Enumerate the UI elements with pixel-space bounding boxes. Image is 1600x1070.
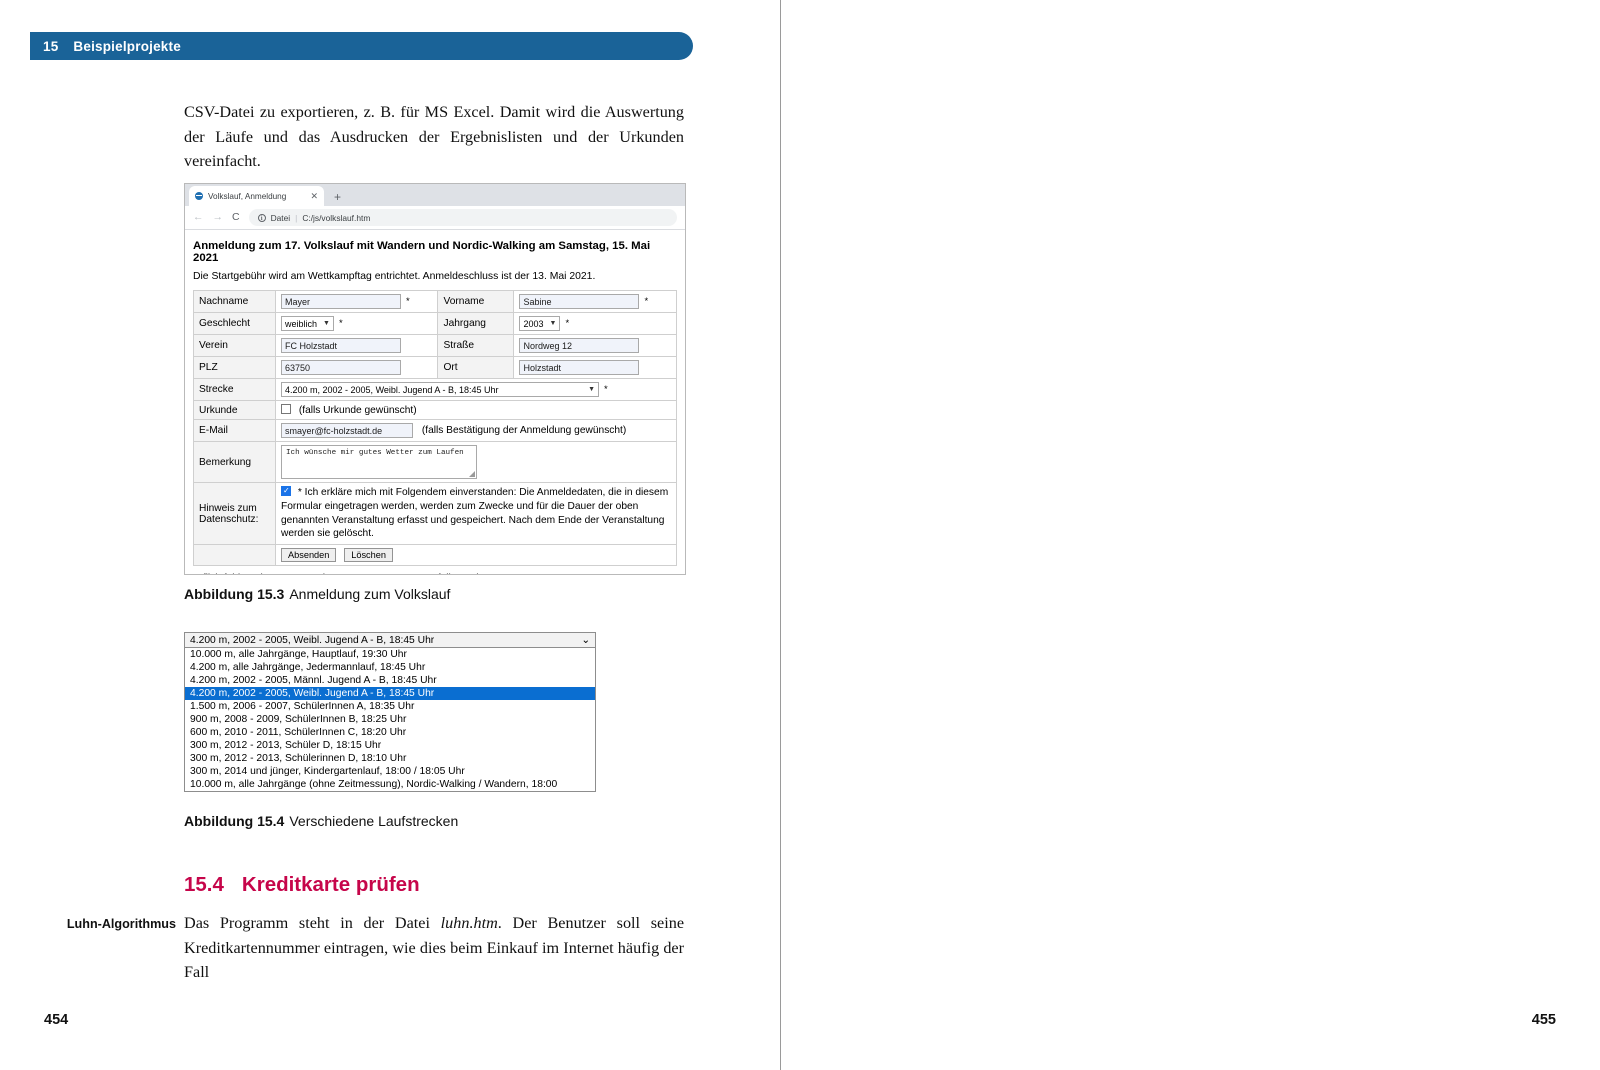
vorname-input[interactable]: Sabine [519,294,639,309]
address-bar[interactable] [249,209,677,226]
field-label-email: E-Mail [194,420,276,442]
field-label-bemerkung: Bemerkung [194,442,276,483]
field-cell-plz [276,357,438,379]
strecke-dropdown-open[interactable] [184,632,596,792]
browser-omnibar [185,206,685,230]
field-label-ort: Ort [438,357,514,379]
reload-icon[interactable]: C [232,211,240,224]
jahrgang-value: 2003 [523,318,544,329]
jahrgang-select[interactable] [519,316,560,331]
field-cell-bemerkung [276,442,677,483]
section-15-4-heading [184,873,420,897]
field-cell-geschlecht [276,313,438,335]
list-item[interactable]: 1.500 m, 2006 - 2007, SchülerInnen A, 18:35 Uhr [185,700,595,713]
list-item[interactable]: 300 m, 2014 und jünger, Kindergartenlauf, 18:00 / 18:05 Uhr [185,765,595,778]
chevron-down-icon: ▼ [588,386,595,393]
registration-form-page [185,230,685,575]
dropdown-selected-row[interactable] [185,633,595,648]
field-cell-strasse [514,335,677,357]
chevron-down-icon: ▼ [549,320,557,327]
email-note: (falls Bestätigung der Anmeldung gewünscht) [421,425,627,437]
margin-note-text: Luhn-Algorithmus [66,917,176,931]
ort-input[interactable]: Holzstadt [519,360,639,375]
list-item[interactable]: 600 m, 2010 - 2011, SchülerInnen C, 18:20 Uhr [185,726,595,739]
field-label-verein: Verein [194,335,276,357]
required-marker: * [565,318,570,330]
browser-tab-title: Volkslauf, Anmeldung [208,191,287,201]
margin-note-luhn-algorithmus [56,916,176,934]
page-number-right: 455 [1531,1012,1556,1028]
required-marker: * [406,296,410,308]
list-item-selected[interactable]: 4.200 m, 2002 - 2005, Weibl. Jugend A - B, 18:45 Uhr [185,687,595,700]
back-arrow-icon[interactable]: ← [193,211,204,224]
table-row [194,379,677,401]
table-row [194,545,677,566]
running-head-chapter-title: Beispielprojekte [73,38,181,54]
urkunde-checkbox[interactable] [281,404,291,414]
field-cell-jahrgang [514,313,677,335]
list-item[interactable]: 4.200 m, 2002 - 2005, Männl. Jugend A - B, 18:45 Uhr [185,674,595,687]
section-15-4-body [184,911,684,985]
field-cell-verein [276,335,438,357]
strecke-select[interactable] [281,382,599,397]
field-label-vorname: Vorname [438,291,514,313]
field-label-datenschutz: Hinweis zum Datenschutz: [194,483,276,545]
datenschutz-text: * Ich erkläre mich mit Folgendem einverstanden: Die Anmeldedaten, die in diesem Formular eingetragen werden, werden zum Zwecke und für die Dauer der oben genannten Veranstaltung erfasst und gespeichert. Nach dem Ende der Veranstaltung werden sie gelöscht. [281,487,669,540]
field-cell-strecke [276,379,677,401]
field-label-geschlecht: Geschlecht [194,313,276,335]
field-label-empty [194,545,276,566]
list-item[interactable]: 4.200 m, alle Jahrgänge, Jedermannlauf, 18:45 Uhr [185,661,595,674]
plz-input[interactable]: 63750 [281,360,401,375]
field-label-plz: PLZ [194,357,276,379]
figure-15-3-browser-window [184,183,686,575]
section-15-4-title: Kreditkarte prüfen [241,873,420,896]
para-pre-italic: Das Programm steht in der Datei [184,914,441,932]
left-intro-paragraph-block [184,100,684,187]
list-item[interactable]: 300 m, 2012 - 2013, Schüler D, 18:15 Uhr [185,739,595,752]
close-icon[interactable]: ✕ [310,190,318,201]
table-row [194,483,677,545]
form-heading: Anmeldung zum 17. Volkslauf mit Wandern und Nordic-Walking am Samstag, 15. Mai 2021 [193,240,651,264]
field-cell-ort [514,357,677,379]
field-cell-urkunde [276,401,677,420]
form-footnote [193,566,677,575]
running-head-chapter-number: 15 [43,38,59,54]
field-cell-vorname [514,291,677,313]
field-label-jahrgang: Jahrgang [438,313,514,335]
chevron-down-icon: ⌄ [581,635,590,646]
figure-15-3-caption [184,586,450,602]
figure-15-3-caption-label: Abbildung 15.3 [184,586,285,602]
urkunde-note: (falls Urkunde gewünscht) [298,405,417,416]
table-row [194,442,677,483]
right-page [780,0,1600,1070]
bemerkung-textarea[interactable]: Ich wünsche mir gutes Wetter zum Laufen [281,445,477,479]
section-15-4-paragraph [184,911,684,985]
chevron-down-icon: ▼ [323,320,330,327]
datenschutz-checkbox[interactable] [281,486,291,496]
required-marker: * [338,318,343,330]
figure-15-4-listbox [184,632,596,792]
field-label-strecke: Strecke [194,379,276,401]
form-buttons-cell [276,545,677,566]
required-marker: * [604,384,608,396]
left-paragraph-1: CSV-Datei zu exportieren, z. B. für MS Excel. Damit wird die Auswertung der Läufe und das Ausdrucken der Ergebnislisten und der Urkunden vereinfacht. [184,103,684,171]
field-label-nachname: Nachname [194,291,276,313]
table-row [194,420,677,442]
page-number-left: 454 [44,1012,69,1028]
list-item[interactable]: 900 m, 2008 - 2009, SchülerInnen B, 18:25 Uhr [185,713,595,726]
email-input[interactable]: smayer@fc-holzstadt.de [281,423,413,438]
form-subheading: Die Startgebühr wird am Wettkampftag entrichtet. Anmeldeschluss ist der 13. Mai 2021. [193,271,596,282]
figure-15-3-caption-text: Anmeldung zum Volkslauf [289,586,451,602]
info-icon: i [258,214,266,222]
figure-15-4-caption [184,813,458,829]
table-row [194,335,677,357]
reset-button[interactable]: Löschen [344,548,393,562]
para-italic-filename: luhn.htm [440,914,498,932]
list-item[interactable]: 10.000 m, alle Jahrgänge (ohne Zeitmessung), Nordic-Walking / Wandern, 18:00 [185,778,595,791]
dropdown-selected-value: 4.200 m, 2002 - 2005, Weibl. Jugend A - B, 18:45 Uhr [190,634,435,646]
section-15-4-number: 15.4 [184,873,224,896]
running-head-left [30,32,693,60]
table-row [194,357,677,379]
geschlecht-select[interactable] [281,316,334,331]
table-row [194,313,677,335]
globe-icon [195,192,203,200]
field-label-strasse: Straße [438,335,514,357]
form-footnote-line-1 [196,572,674,575]
field-cell-email [276,420,677,442]
list-item[interactable]: 10.000 m, alle Jahrgänge, Hauptlauf, 19:30 Uhr [185,648,595,661]
field-cell-nachname [276,291,438,313]
url-separator: | [295,212,298,223]
submit-button[interactable]: Absenden [281,548,336,562]
nachname-input[interactable]: Mayer [281,294,401,309]
registration-form-table [193,290,677,566]
list-item[interactable]: 300 m, 2012 - 2013, Schülerinnen D, 18:10 Uhr [185,752,595,765]
forward-arrow-icon[interactable]: → [212,211,223,224]
required-marker: * [644,296,649,308]
strecke-value: 4.200 m, 2002 - 2005, Weibl. Jugend A - B, 18:45 Uhr [285,384,499,395]
dropdown-options-list [185,648,595,791]
strasse-input[interactable]: Nordweg 12 [519,338,639,353]
geschlecht-value: weiblich [285,318,318,329]
table-row [194,401,677,420]
left-page [0,0,780,1070]
url-text: C:/js/volkslauf.htm [302,212,371,223]
url-scheme-label: Datei [270,212,291,223]
field-cell-datenschutz [276,483,677,545]
field-label-urkunde: Urkunde [194,401,276,420]
table-row [194,291,677,313]
para-post-italic: . Der Benutzer soll seine Kreditkartennummer eintragen, wie dies beim Einkauf im Internet häufig der Fall [184,914,685,982]
verein-input[interactable]: FC Holzstadt [281,338,401,353]
browser-tabstrip [185,184,685,206]
new-tab-icon[interactable]: + [334,190,342,204]
figure-15-4-caption-label: Abbildung 15.4 [184,813,285,829]
figure-15-4-caption-text: Verschiedene Laufstrecken [289,813,459,829]
browser-tab[interactable] [189,186,324,206]
